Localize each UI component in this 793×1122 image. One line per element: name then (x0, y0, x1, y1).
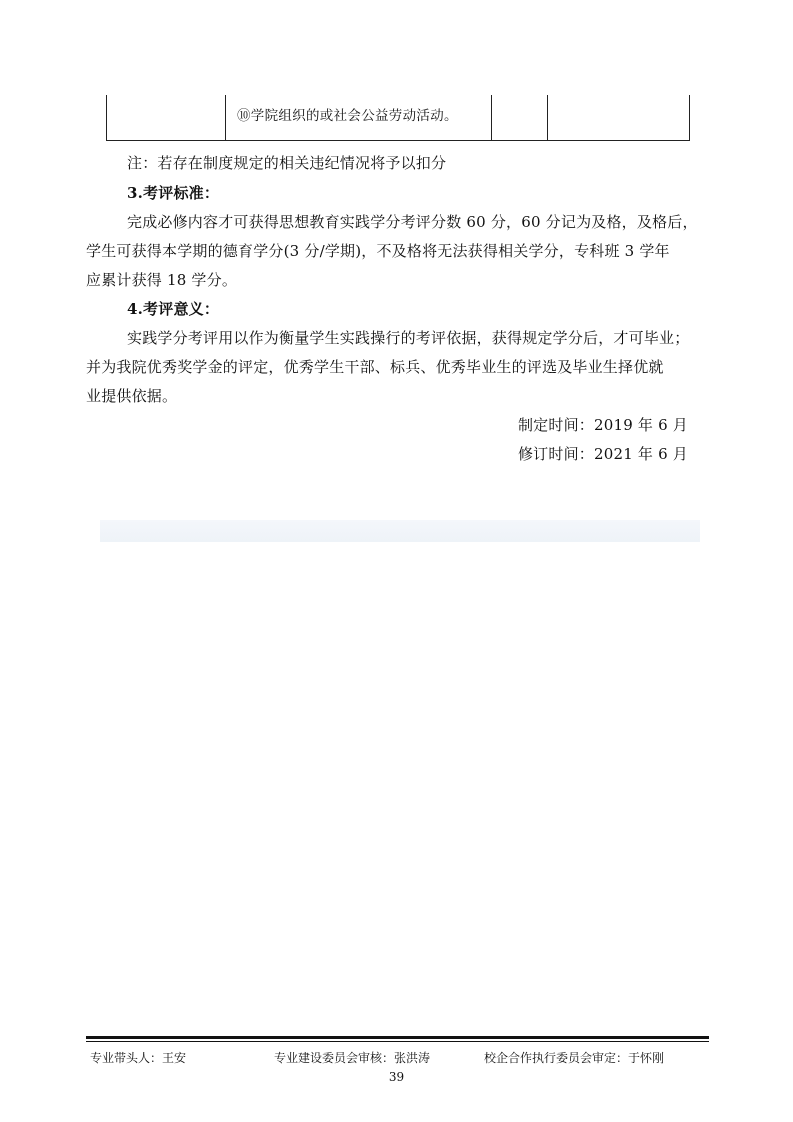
section3-line: 学生可获得本学期的德育学分(3 分/学期)，不及格将无法获得相关学分，专科班 3 学年 (86, 242, 670, 260)
section3-line: 应累计获得 18 学分。 (86, 271, 238, 289)
section4-line: 实践学分考评用以作为衡量学生实践操行的考评依据，获得规定学分后，才可毕业； (127, 329, 690, 347)
footer-rule (86, 1041, 709, 1042)
section4-line: 并为我院优秀奖学金的评定，优秀学生干部、标兵、优秀毕业生的评选及毕业生择优就 (86, 358, 664, 376)
revised-date: 修订时间：2021 年 6 月 (517, 445, 688, 463)
footer-rule (86, 1036, 709, 1039)
section3-line: 完成必修内容才可获得思想教育实践学分考评分数 60 分，60 分记为及格，及格后， (127, 213, 698, 231)
footer-approve: 校企合作执行委员会审定：于怀刚 (484, 1051, 665, 1065)
created-date: 制定时间：2019 年 6 月 (517, 416, 688, 434)
footer-leader: 专业带头人：王安 (90, 1051, 187, 1065)
table-fragment (106, 95, 690, 141)
table-divider (547, 95, 548, 140)
faint-watermark-band (100, 520, 700, 542)
note-text: 注：若存在制度规定的相关违纪情况将予以扣分 (127, 154, 447, 172)
section4-heading: 4.考评意义： (127, 300, 220, 318)
table-divider (491, 95, 492, 140)
page-number: 39 (388, 1070, 405, 1084)
section4-line: 业提供依据。 (86, 387, 178, 405)
footer-review: 专业建设委员会审核：张洪涛 (274, 1051, 431, 1065)
table-divider (225, 95, 226, 140)
section3-heading: 3.考评标准： (127, 184, 220, 202)
table-cell-item: ⑩学院组织的或社会公益劳动活动。 (237, 108, 458, 124)
